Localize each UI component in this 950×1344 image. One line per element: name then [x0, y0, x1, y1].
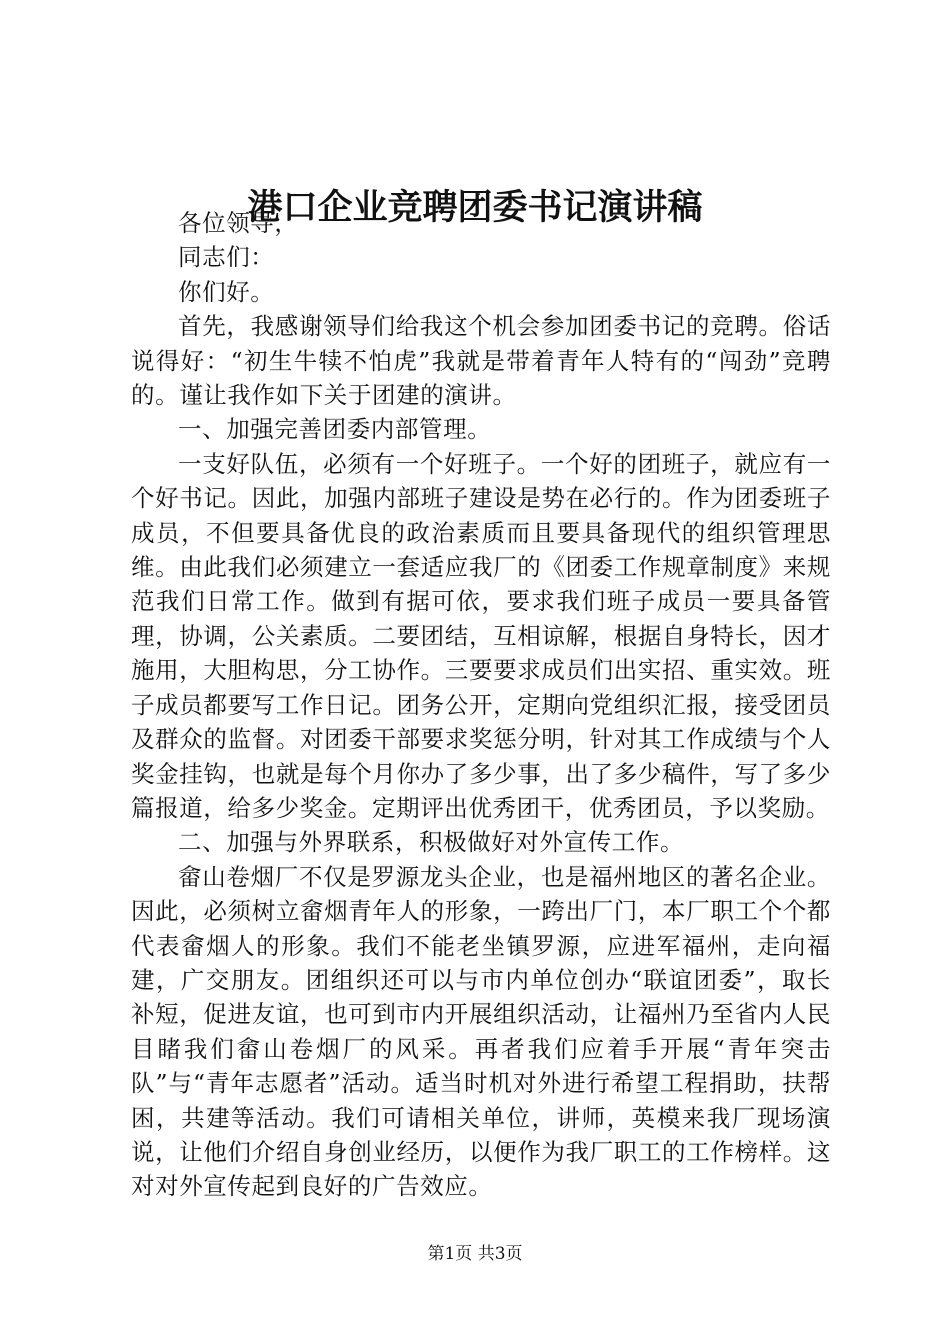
page-footer: 第1页 共3页: [427, 1244, 523, 1264]
section-heading-1: 一、加强完善团委内部管理。: [178, 415, 492, 444]
document-title: 港口企业竞聘团委书记演讲稿: [247, 187, 703, 228]
section-2-paragraph: 畲山卷烟厂不仅是罗源龙头企业，也是福州地区的著名企业。因此，必须树立畲烟青年人的形象，一跨出厂门，本厂职工个个都代表畲烟人的形象。我们不能老坐镇罗源，应进军福州，走向福建，广交朋友。团组织还可以与市内单位创办“联谊团委”，取长补短，促进友谊，也可到市内开展组织活动，让福州乃至省内人民目睹我们畲山卷烟厂的风采。再者我们应着手开展“青年突击队”与“青年志愿者”活动。适当时机对外进行希望工程捐助，扶帮困，共建等活动。我们可请相关单位，讲师，英模来我厂现场演说，让他们介绍自身创业经历，以便作为我厂职工的工作榜样。这对对外宣传起到良好的广告效应。: [131, 862, 831, 1201]
salutation-comrades: 同志们：: [178, 243, 275, 272]
greeting: 你们好。: [178, 277, 275, 306]
salutation-leaders: 各位领导，: [178, 209, 299, 237]
section-1-paragraph: 一支好队伍，必须有一个好班子。一个好的团班子，就应有一个好书记。因此，加强内部班子建设是势在必行的。作为团委班子成员，不但要具备优良的政治素质而且要具备现代的组织管理思维。由此我们必须建立一套适应我厂的《团委工作规章制度》来规范我们日常工作。做到有据可依，要求我们班子成员一要具备管理，协调，公关素质。二要团结，互相谅解，根据自身特长，因才施用，大胆构思，分工协作。三要要求成员们出实招、重实效。班子成员都要写工作日记。团务公开，定期向党组织汇报，接受团员及群众的监督。对团委干部要求奖惩分明，针对其工作成绩与个人奖金挂钩，也就是每个月你办了多少事，出了多少稿件，写了多少篇报道，给多少奖金。定期评出优秀团干，优秀团员，予以奖励。: [131, 449, 831, 822]
document-body: [131, 206, 831, 1204]
section-heading-2: 二、加强与外界联系，积极做好对外宣传工作。: [178, 828, 685, 857]
intro-paragraph: 首先，我感谢领导们给我这个机会参加团委书记的竞聘。俗话说得好：“初生牛犊不怕虎”我就是带着青年人特有的“闯劲”竞聘的。谨让我作如下关于团建的演讲。: [131, 312, 831, 410]
